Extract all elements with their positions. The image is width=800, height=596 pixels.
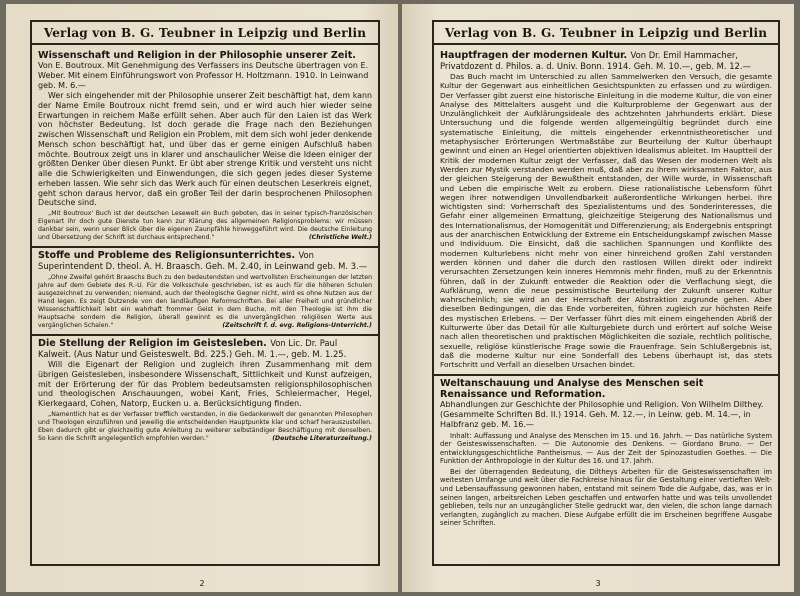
page-number: 3 bbox=[595, 579, 601, 588]
book-title bbox=[440, 50, 772, 72]
book-meta: Von Superintendent D. theol. A. H. Braasch. Geh. M. 2.40, in Leinwand geb. M. 3.— bbox=[38, 250, 368, 271]
book-description: Bei der überragenden Bedeutung, die Diltheys Arbeiten für die Geisteswissenschaften im weitesten Umfange und weit über die Fachkreise hinaus für die Gestaltung einer vertieften Welt- und Lebensauffassung gewonnen haben, entstand mit seinem Tode die Aufgabe, das, was er in seinen langen, arbeitsreichen Leben geschaffen und entworfen hatte und was teils unvollendet geblieben, teils nur an unzugänglicher Stelle gedruckt war, den vielen, die schon lange darnach verlangten, zugänglich zu machen. Diese Aufgabe erfüllt die im Erscheinen begriffene Ausgabe seiner Schriften. bbox=[440, 467, 772, 528]
book-entry-kalweit bbox=[38, 338, 372, 443]
book-title bbox=[38, 250, 372, 272]
book-entry-dilthey bbox=[440, 378, 772, 529]
book-description: Das Buch macht im Unterschied zu allen Sammelwerken den Versuch, die gesamte Kultur der Gegenwart aus einheitlichen Gesichtspunkten zu erfassen und zu würdigen. Der Verfasser gibt zuerst eine historische Einleitung in die moderne Kultur, die von einer Analyse des Mittelalters ausgeht und die Kulturprobleme der Gegenwart aus der Unzulänglichkeit der Aufklärungsideale des achtzehnten Jahrhunderts erklärt. Diese Untersuchung und die folgende werden allgemeingültig begründet durch eine systematische Einleitung, die mittels eingehender erkenntnistheoretischer und metaphysischer Erörterungen Wertmaßstäbe zur Beurteilung der Kultur überhaupt gewinnt und einen an Hegel orientierten objektiven Idealismus ableitet. Im Hauptteil der Kritik der modernen Kultur zeigt der Verfasser, daß das Wesen der modernen Welt als Werden zur Mystik verstanden werden muß, daß aber zu ihrem wirksamsten Faktor, aus der gleichen Steigerung der Bewußtheit entstanden, der Wille wurde, in Wissenschaft und Leben die empirische Welt zu erobern. Diese rationalistische Lebensform führt wegen ihrer notwendigen Unvollendbarkeit außerordentliche Wirkungen herbei. Ihre wichtigsten sind: Vorherrschaft des Spezialistentums und des Sonderinteresses, die Gefahr einer allgemeinen Ermattung, gleichzeitige Steigerung des Nationalismus und des Internationalismus, der Homogenität und Differenzierung; als Endergebnis entspringt aus der anarchischen Entwicklung der Extreme ein Entscheidungskampf zwischen Masse und Individuum. Die Einsicht, daß die sachlichen Spannungen und Konflikte des modernen Kulturlebens nicht mehr von einer hinreichend großen Zahl verstanden werden können und daher die durch den rastlosen Willen direkt oder indirekt verursachten Zersetzungen kein inneres Hemmnis mehr finden, muß zu der Erkenntnis führen, daß in der Zukunft entweder die Reaktion oder die Verflachung siegt, die Aufklärung, wenn die neue pessimistische Beurteilung der Zukunft unserer Kultur wahrscheinlich; sie wird an der Herrschaft der Abstraktion zugrunde gehen. Aber dieselben Bedingungen, die das Ende vorbereiten, führen zugleich zur höchsten Reife des mystischen Erlebens. — Der Verfasser führt dies mit einem eingehenden Abriß der Kulturwerte über das Detail für alle Kulturgebiete durch und erörtert auf solche Weise nach allen theoretischen und praktischen Möglichkeiten die soziale, rechtlich politische, sexuelle, religiöse künstlerische Frage sowie die Frauenfrage. Sein Schlußergebnis ist, daß die moderne Kultur nur eine Sonderfall des Lebens überhaupt ist, das stets Fortschritt und Verfall an dieselben Ursachen bindet. bbox=[440, 72, 772, 370]
book-entry-braasch bbox=[38, 250, 372, 330]
left-page-content bbox=[32, 45, 378, 443]
review-quote bbox=[38, 274, 372, 330]
book-title: Weltanschauung und Analyse des Menschen seit Renaissance und Reformation. bbox=[440, 377, 704, 400]
book-title bbox=[38, 338, 372, 360]
book-description: Will die Eigenart der Religion und zugleich ihren Zusammenhang mit dem übrigen Geistesleben, insbesondere Wissenschaft, Sittlichkeit und Kunst aufzeigen, mit der Erörterung der für das Problem bedeutsamsten religionsphilosophischen und theologischen Anschauungen, wobei Kant, Fries, Schleiermacher, Hegel, Kierkegaard, Cohen, Natorp, Eucken u. a. Berücksichtigung finden. bbox=[38, 360, 372, 408]
book-entry-hammacher bbox=[440, 50, 772, 370]
review-text: „Ohne Zweifel gehört Braaschs Buch zu den bedeutendsten und wertvollsten Erscheinungen der letzten Jahre auf dem Gebiete des R.-U. Für die Volksschule geschrieben, ist es auch für die höheren Schulen ausgezeichnet zu verwenden; niemand, auch der theologische Gegner nicht, wird es ohne Nutzen aus der Hand legen. Es zeigt Dutzende von den landläufigen Reformschriften. Bei aller Freiheit und gründlicher Wissenschaftlichkeit lebt ein wahrhaft frommer Geist in dem Buche, mit den Theologie ist ihm die Hauptsache sondern die Religion, überall gewinnt es die unvergänglichen religiösen Werte aus vergänglichen Schalen." bbox=[38, 274, 372, 329]
book-description: Wer sich eingehender mit der Philosophie unserer Zeit beschäftigt hat, dem kann der Name Emile Boutroux nicht fremd sein, und er wird auch hier wieder seine Erwartungen in reichem Maße erfüllt sehen. Aber auch für den Laien ist das Werk von höchster Bedeutung. Ist doch gerade die Frage nach den Beziehungen zwischen Wissenschaft und Religion ein Problem, mit dem sich wohl jeder denkende Mensch schon beschäftigt hat, und über das er gerne einigen Aufschluß haben möchte. Boutroux zeigt uns in klarer und anschaulicher Weise die Ideen einiger der größten Denker über diesen Punkt. Er übt aber strenge Kritik und versteht uns nicht alle die Schwierigkeiten und Einwendungen, die sich gegen jedes dieser Systeme erheben lassen. Wie sehr sich das Werk auch für einen deutschen Leserkreis eignet, geht schon daraus hervor, daß ein großer Teil der darin besprochenen Philosophen Deutsche sind. bbox=[38, 91, 372, 208]
right-page bbox=[402, 4, 794, 592]
book-meta: Von E. Boutroux. Mit Genehmigung des Verfassers ins Deutsche übertragen von E. Weber. Mit einem Einführungswort von Professor H. Holtzmann. 1910. In Leinwand geb. M. 6.— bbox=[38, 61, 369, 90]
review-source: (Deutsche Literaturzeitung.) bbox=[272, 434, 372, 442]
book-entry-boutroux bbox=[38, 50, 372, 242]
book-title-text: Stoffe und Probleme des Religionsunterrichtes. bbox=[38, 250, 296, 261]
publisher-header: Verlag von B. G. Teubner in Leipzig und Berlin bbox=[434, 22, 778, 45]
review-text: „Namentlich hat es der Verfasser trefflich verstanden, in die Gedankenwelt der genannten Philosophen und Theologen einzuführen und jeweilig die entscheidenden Hauptpunkte klar und scharf herauszustellen. Eben dadurch gibt er gleichzeitig gute Anleitung zu weiterer selbständiger Beschäftigung mit denselben. So kann die Schrift angelegentlich empfohlen werden." bbox=[38, 410, 372, 442]
entry-divider bbox=[32, 246, 378, 248]
review-source: (Zeitschrift f. d. evg. Religions-Unterricht.) bbox=[222, 322, 372, 329]
review-source: (Christliche Welt.) bbox=[308, 234, 372, 241]
book-title-text: Die Stellung der Religion im Geistesleben. bbox=[38, 338, 267, 349]
book-title-text: Hauptfragen der modernen Kultur. bbox=[440, 50, 628, 61]
book-contents: Inhalt: Auffassung und Analyse des Menschen im 15. und 16. Jahrh. — Das natürliche System der Geisteswissenschaften. — Die Autonomie des Denkens. — Giordano Bruno. — Der entwicklungsgeschichtliche Pantheismus. — Aus der Zeit der Spinozastudien Goethes. — Die Funktion der Anthropologie in der Kultur des 16. und 17. Jahrh. bbox=[440, 431, 772, 466]
book-meta: Abhandlungen zur Geschichte der Philosophie und Religion. Von Wilhelm Dilthey. (Gesammelte Schriften Bd. II.) 1914. Geh. M. 12.—, in Leinw. geb. M. 14.—, in Halbfranz geb. M. 16.— bbox=[440, 399, 764, 429]
review-text: „Mit Boutroux' Buch ist der deutschen Lesewelt ein Buch geboten, das in seiner typisch-französischen Eigenart ihr doch gute Dienste tun kann zur Klärung des allgemeinen Religionsproblems: wir müssen dankbar sein, wenn unser Blick über die eigenen Zaunpfähle hinweggeführt wird. Die deutsche Einleitung und Übersetzung der Schrift ist durchaus entsprechend." bbox=[38, 210, 372, 241]
entry-divider bbox=[434, 374, 778, 376]
right-page-frame bbox=[432, 20, 780, 566]
left-page bbox=[6, 4, 398, 592]
book-title: Wissenschaft und Religion in der Philosophie unserer Zeit. bbox=[38, 50, 356, 61]
left-page-frame bbox=[30, 20, 380, 566]
page-number: 2 bbox=[199, 579, 205, 588]
review-quote bbox=[38, 411, 372, 443]
book-meta: Von Lic. Dr. Paul Kalweit. (Aus Natur und Geisteswelt. Bd. 225.) Geh. M. 1.—, geb. M. 1.25. bbox=[38, 338, 347, 359]
book-meta: Von Dr. Emil Hammacher, Privatdozent d. Philos. a. d. Univ. Bonn. 1914. Geh. M. 10.—, geb. M. 12.— bbox=[440, 50, 751, 71]
publisher-header: Verlag von B. G. Teubner in Leipzig und Berlin bbox=[32, 22, 378, 45]
review-quote bbox=[38, 210, 372, 242]
right-page-content bbox=[434, 45, 778, 528]
entry-divider bbox=[32, 334, 378, 336]
